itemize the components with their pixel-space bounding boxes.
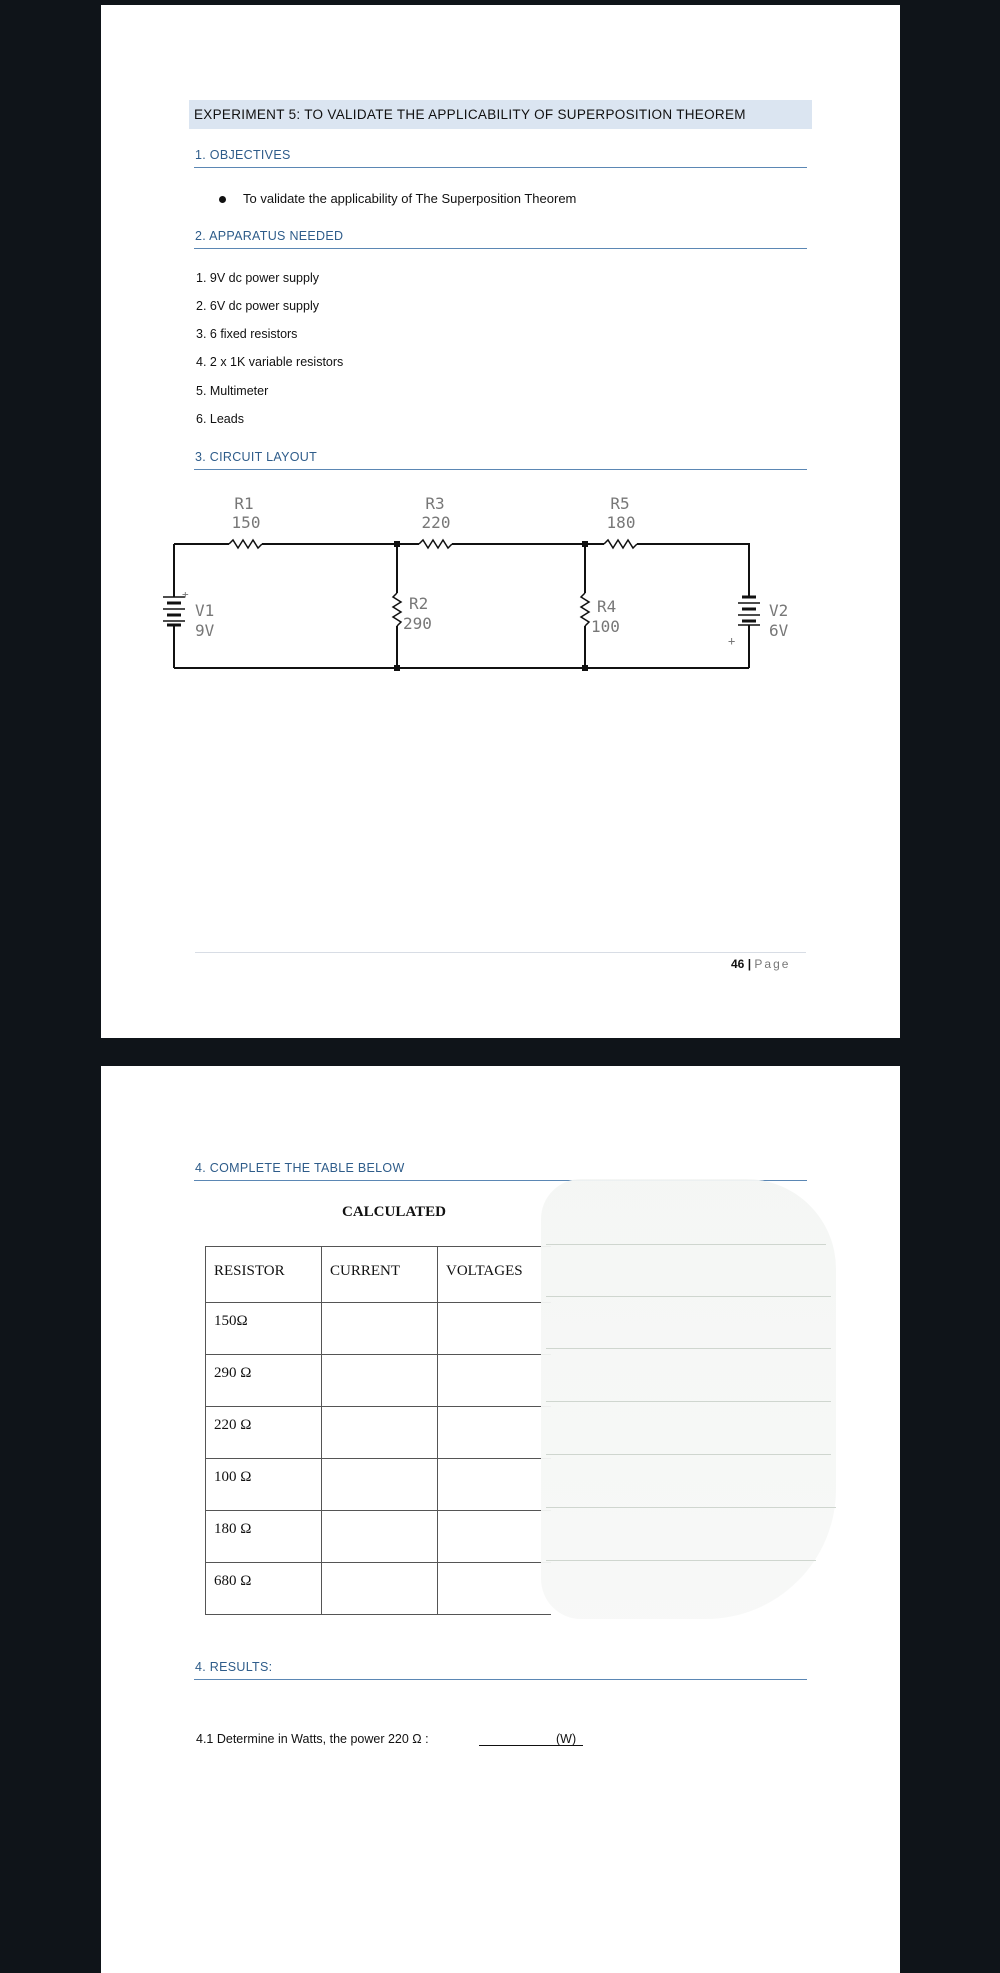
apparatus-item: 2. 6V dc power supply [196, 299, 319, 313]
objectives-heading: 1. OBJECTIVES [195, 148, 807, 162]
current-cell[interactable] [322, 1511, 438, 1563]
v1-plus-sign: + [182, 588, 189, 601]
circuit-diagram [101, 485, 900, 745]
r3-value: 220 [421, 513, 451, 532]
results-heading: 4. RESULTS: [195, 1660, 807, 1674]
battery-v1 [163, 597, 185, 625]
resistor-cell: 220 Ω [206, 1407, 322, 1459]
page-number: 46 | Page [731, 957, 791, 971]
question-text: 4.1 Determine in Watts, the power 220 Ω : [196, 1732, 429, 1746]
battery-v2 [738, 597, 760, 625]
apparatus-item: 4. 2 x 1K variable resistors [196, 355, 344, 369]
voltage-cell[interactable] [438, 1303, 551, 1355]
r1-name: R1 [234, 494, 254, 513]
v2-name: V2 [769, 601, 789, 620]
apparatus-item: 3. 6 fixed resistors [196, 327, 298, 341]
resistor-r4 [581, 593, 589, 626]
experiment-title: EXPERIMENT 5: TO VALIDATE THE APPLICABILITY OF SUPERPOSITION THEOREM [189, 100, 812, 129]
r2-value: 290 [403, 614, 432, 633]
resistor-r2 [393, 593, 401, 626]
table-title: CALCULATED [342, 1204, 446, 1220]
circuit-heading: 3. CIRCUIT LAYOUT [195, 450, 807, 464]
r3-name: R3 [425, 494, 445, 513]
resistor-r5 [604, 540, 637, 548]
current-cell[interactable] [322, 1459, 438, 1511]
r4-value: 100 [591, 617, 620, 636]
apparatus-item: 5. Multimeter [196, 384, 269, 398]
column-header-voltages: VOLTAGES [438, 1247, 551, 1303]
current-cell[interactable] [322, 1303, 438, 1355]
v2-plus-sign: + [728, 634, 736, 648]
resistor-r1 [229, 540, 262, 548]
document-page-1 [101, 5, 900, 1038]
resistor-cell: 180 Ω [206, 1511, 322, 1563]
table-heading: 4. COMPLETE THE TABLE BELOW [195, 1161, 807, 1175]
voltage-cell[interactable] [438, 1407, 551, 1459]
v1-name: V1 [195, 601, 215, 620]
r5-value: 180 [606, 513, 636, 532]
current-cell[interactable] [322, 1355, 438, 1407]
objective-item: To validate the applicability of The Superposition Theorem [219, 191, 576, 206]
resistor-cell: 150Ω [206, 1303, 322, 1355]
apparatus-item: 1. 9V dc power supply [196, 271, 319, 285]
apparatus-item: 6. Leads [196, 412, 244, 426]
document-page-2 [101, 1066, 900, 1973]
current-cell[interactable] [322, 1407, 438, 1459]
voltage-cell[interactable] [438, 1459, 551, 1511]
footer-rule [195, 952, 806, 953]
resistor-cell: 100 Ω [206, 1459, 322, 1511]
resistor-cell: 290 Ω [206, 1355, 322, 1407]
bullet-icon [219, 196, 226, 203]
v2-value: 6V [769, 621, 789, 640]
answer-unit: (W) [556, 1732, 577, 1746]
voltage-cell[interactable] [438, 1563, 551, 1615]
resistor-r3 [419, 540, 452, 548]
resistor-cell: 680 Ω [206, 1563, 322, 1615]
r4-name: R4 [597, 597, 617, 616]
current-cell[interactable] [322, 1563, 438, 1615]
voltage-cell[interactable] [438, 1355, 551, 1407]
r5-name: R5 [610, 494, 630, 513]
voltage-cell[interactable] [438, 1511, 551, 1563]
v1-value: 9V [195, 621, 215, 640]
r2-name: R2 [409, 594, 429, 613]
apparatus-heading: 2. APPARATUS NEEDED [195, 229, 807, 243]
column-header-resistor: RESISTOR [206, 1247, 322, 1303]
erased-area [541, 1179, 836, 1619]
r1-value: 150 [231, 513, 261, 532]
column-header-current: CURRENT [322, 1247, 438, 1303]
